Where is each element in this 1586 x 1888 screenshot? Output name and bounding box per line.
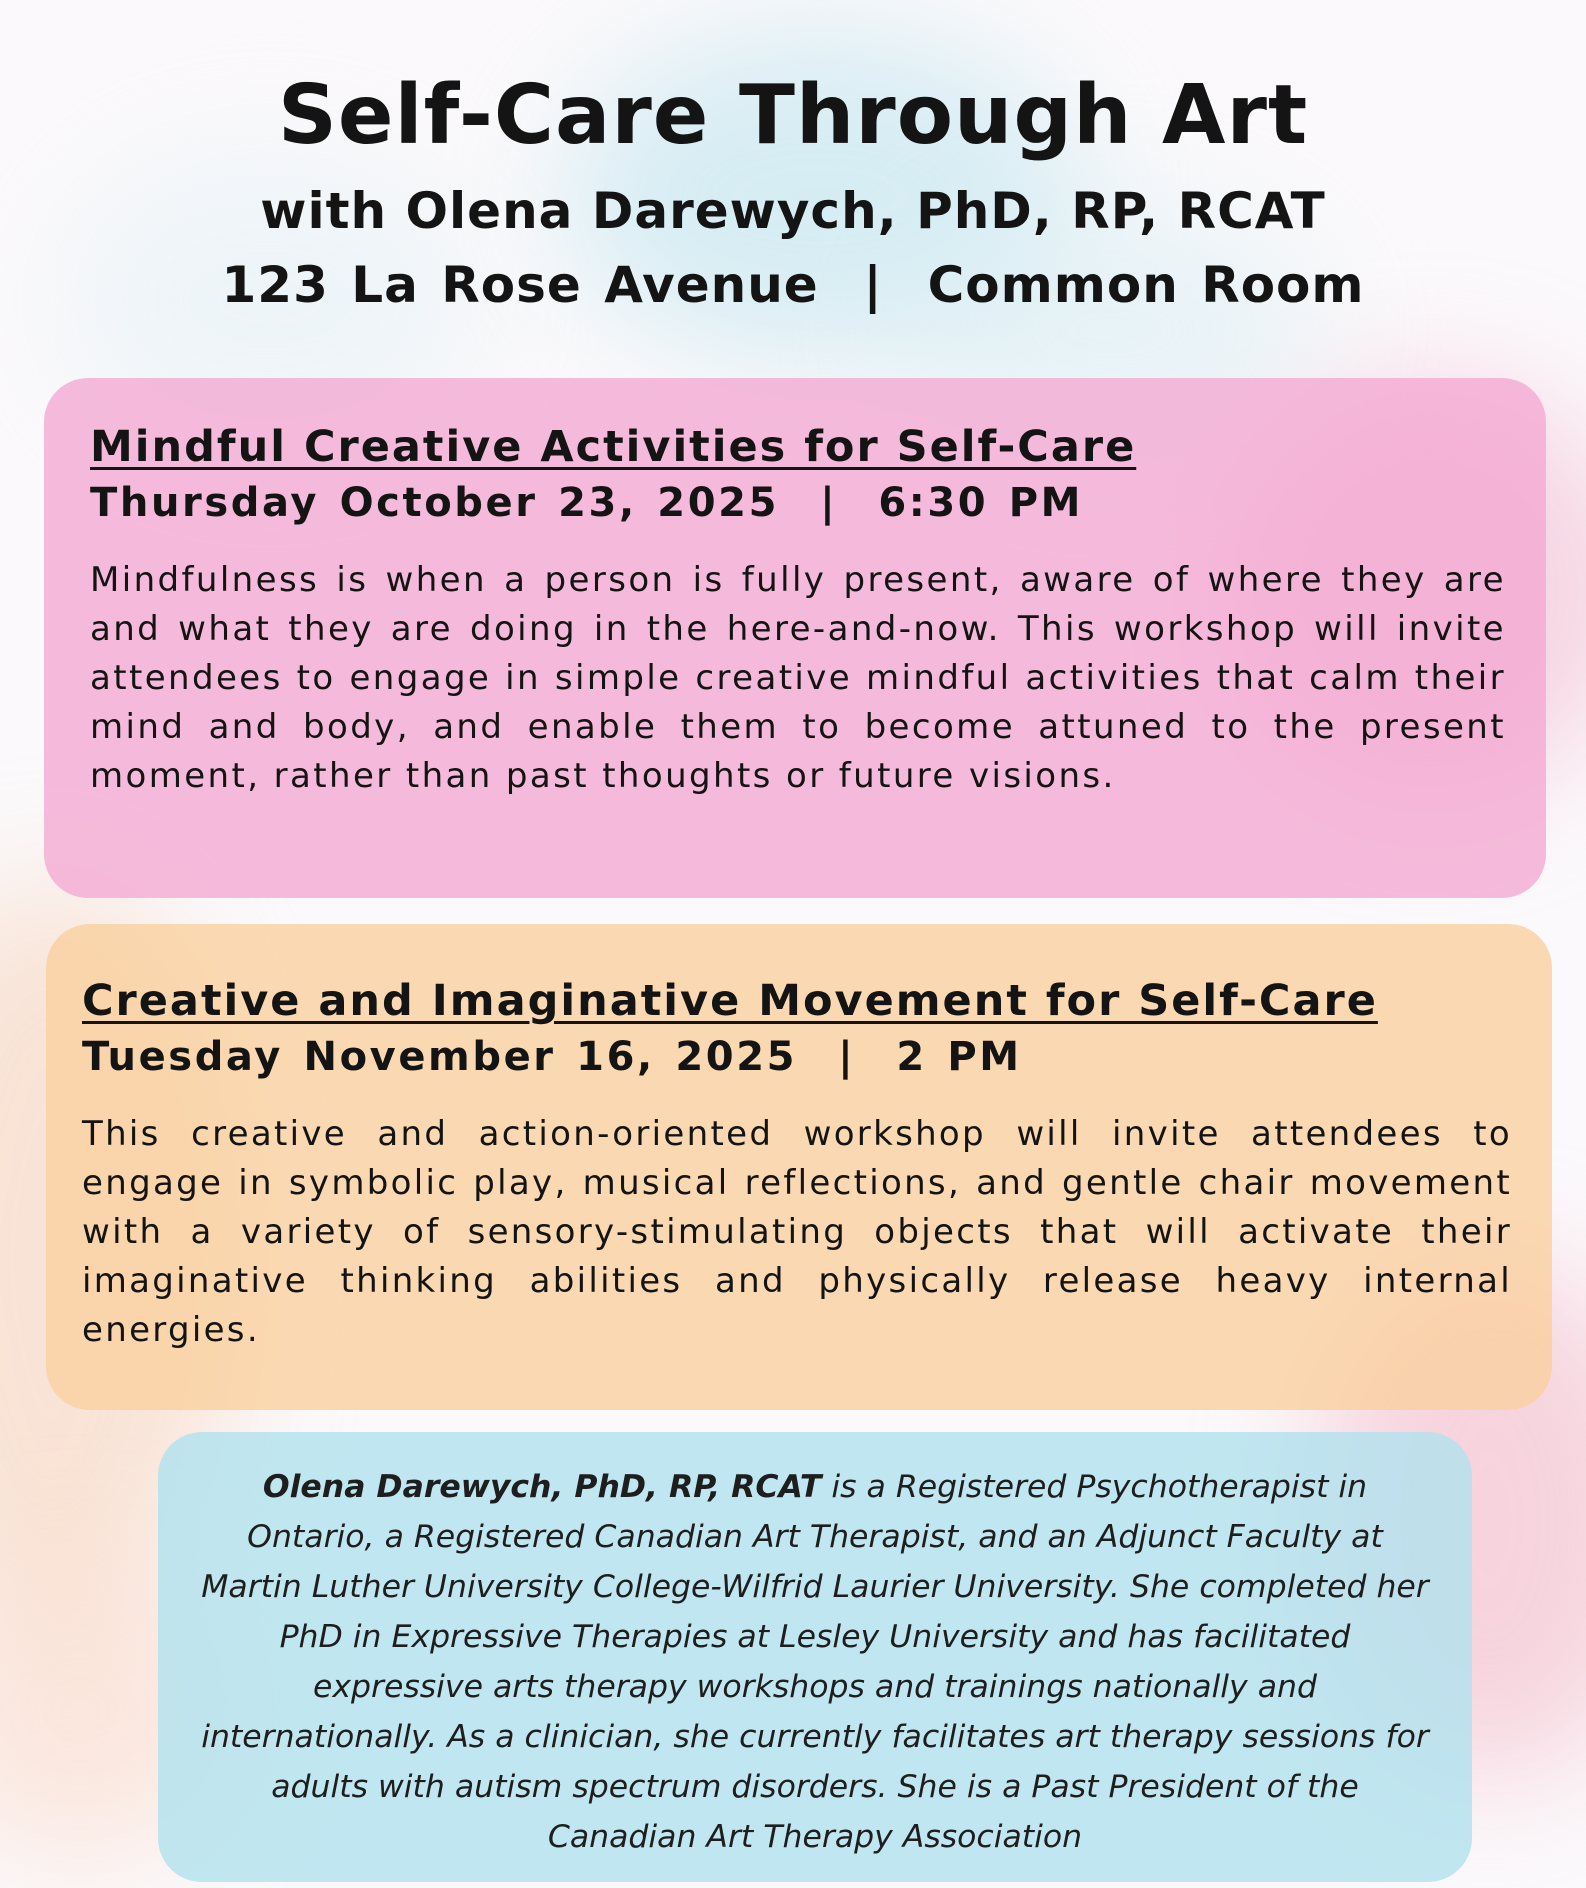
event-card-movement (46, 924, 1552, 1410)
presenter-line: with Olena Darewych, PhD, RP, RCAT (260, 182, 1326, 240)
page-title: Self-Care Through Art (277, 68, 1309, 163)
event-date-time: Tuesday November 16, 2025 | 2 PM (82, 1034, 1022, 1080)
event-description: This creative and action-oriented workshop will invite attendees to engage in symbolic play, musical reflections, and gentle chair movement with a variety of sensory-stimulating objects that will activate their imaginative thinking abilities and physically release heavy internal energies. (82, 1114, 1512, 1350)
location-line: 123 La Rose Avenue | Common Room (221, 256, 1365, 314)
event-description: Mindfulness is when a person is fully present, aware of where they are and what they are doing in the here-and-now. This workshop will invite attendees to engage in simple creative mindful activities that calm their mind and body, and enable them to become attuned to the present moment, rather than past thoughts or future visions. (90, 560, 1506, 796)
bio-presenter-name: Olena Darewych, PhD, RP, RCAT (262, 1469, 822, 1505)
presenter-bio-card (158, 1432, 1472, 1882)
event-title: Creative and Imaginative Movement for Self-Care (82, 976, 1378, 1026)
event-card-mindful (44, 378, 1546, 898)
presenter-bio (198, 1462, 1432, 1862)
event-date-time: Thursday October 23, 2025 | 6:30 PM (90, 480, 1084, 526)
bio-text: is a Registered Psychotherapist in Ontario, a Registered Canadian Art Therapist, and an Adjunct Faculty at Martin Luther University College-Wilfrid Laurier University. She completed her PhD in Expressive Therapies at Lesley University and has facilitated expressive arts therapy workshops and trainings nationally and internationally. As a clinician, she currently facilitates art therapy sessions for adults with autism spectrum disorders. She is a Past President of the Canadian Art Therapy Association (201, 1469, 1429, 1855)
event-title: Mindful Creative Activities for Self-Care (90, 422, 1137, 472)
